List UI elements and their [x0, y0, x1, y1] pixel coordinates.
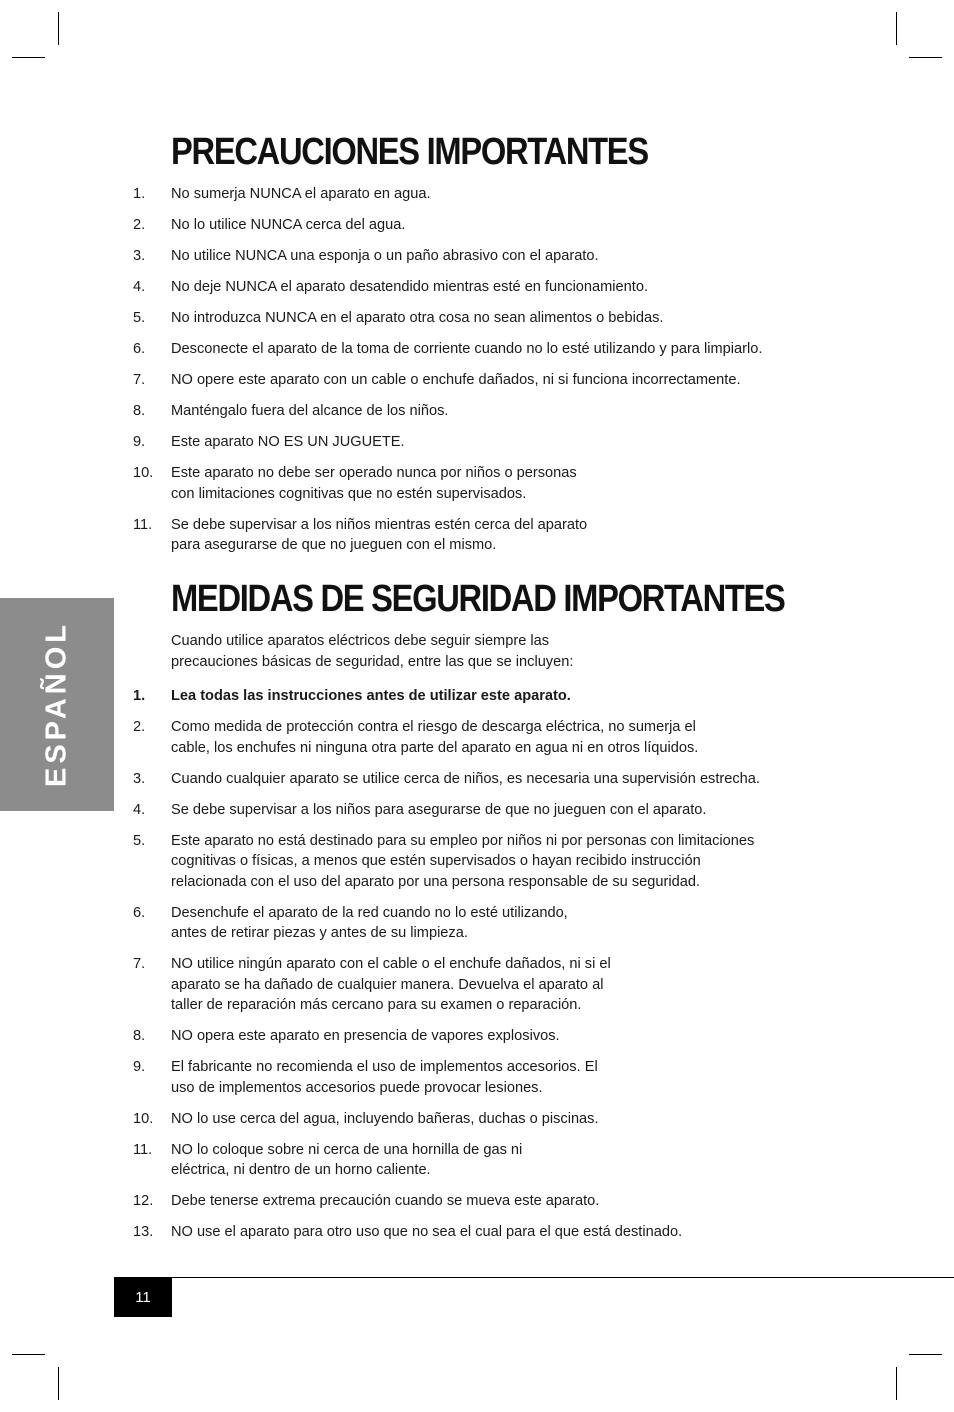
list-item-text: Desconecte el aparato de la toma de corriente cuando no lo esté utilizando y para limpiarlo. [171, 341, 763, 357]
list-item-text: NO opera este aparato en presencia de vapores explosivos. [171, 1028, 560, 1044]
list-item-text: Este aparato no está destinado para su empleo por niños ni por personas con limitaciones cognitivas o físicas, a menos que estén supervisados o hayan recibido instrucción relacionada con el uso del aparato por una persona responsable de su seguridad. [171, 832, 755, 890]
list-item-number: 8. [133, 403, 146, 419]
list-item-text: No lo utilice NUNCA cerca del agua. [171, 217, 406, 233]
list-item-text: Como medida de protección contra el riesgo de descarga eléctrica, no sumerja el cable, los enchufes ni ninguna otra parte del aparato en agua ni en otros líquidos. [171, 719, 699, 756]
list-item [133, 831, 833, 893]
list-item [133, 515, 833, 556]
list-item-text: No introduzca NUNCA en el aparato otra cosa no sean alimentos o bebidas. [171, 310, 664, 326]
precautions-list [133, 184, 833, 566]
list-item-number: 12. [133, 1193, 154, 1209]
language-tab [0, 598, 114, 811]
list-item-text: Debe tenerse extrema precaución cuando se mueva este aparato. [171, 1193, 600, 1209]
list-item [133, 215, 833, 236]
list-item [133, 1026, 833, 1047]
list-item-text: Manténgalo fuera del alcance de los niños. [171, 403, 449, 419]
list-item-text: NO utilice ningún aparato con el cable o el enchufe dañados, ni si el aparato se ha dañado de cualquier manera. Devuelva el aparato al taller de reparación más cercano para su examen o reparación. [171, 956, 611, 1013]
list-item [133, 339, 833, 360]
page-number-label: 11 [135, 1288, 151, 1306]
crop-mark [58, 12, 59, 45]
list-item [133, 401, 833, 422]
list-item-number: 4. [133, 279, 146, 295]
list-item-number: 6. [133, 341, 146, 357]
section-intro: Cuando utilice aparatos eléctricos debe seguir siempre las precauciones básicas de seguridad, entre las que se incluyen: [171, 633, 574, 670]
list-item [133, 1109, 833, 1130]
list-item [133, 1057, 833, 1098]
list-item [133, 717, 833, 758]
list-item-number: 2. [133, 719, 146, 735]
list-item [133, 246, 833, 267]
list-item-text: No utilice NUNCA una esponja o un paño abrasivo con el aparato. [171, 248, 599, 264]
crop-mark [909, 1354, 942, 1355]
list-item-text: Desenchufe el aparato de la red cuando no lo esté utilizando, antes de retirar piezas y antes de su limpieza. [171, 904, 568, 941]
list-item-text: Se debe supervisar a los niños para asegurarse de que no jueguen con el aparato. [171, 801, 707, 818]
list-item-number: 7. [133, 372, 146, 388]
safety-measures-list [133, 686, 833, 1253]
list-item-number: 13. [133, 1224, 154, 1240]
section-title-precauciones: PRECAUCIONES IMPORTANTES [171, 131, 648, 173]
list-item [133, 432, 833, 453]
list-item-text: Este aparato NO ES UN JUGUETE. [171, 434, 405, 450]
list-item [133, 277, 833, 298]
crop-mark [896, 12, 897, 45]
list-item-number: 11. [133, 1141, 153, 1158]
list-item-text: Lea todas las instrucciones antes de utilizar este aparato. [171, 688, 571, 704]
list-item-number: 1. [133, 688, 146, 704]
crop-mark [12, 1354, 45, 1355]
crop-mark [58, 1367, 59, 1400]
list-item-number: 5. [133, 832, 146, 849]
crop-mark [896, 1367, 897, 1400]
list-item-number: 6. [133, 904, 146, 921]
list-item-text: No sumerja NUNCA el aparato en agua. [171, 186, 431, 202]
list-item [133, 954, 833, 1016]
list-item-number: 10. [133, 1110, 154, 1127]
list-item-number: 1. [133, 186, 146, 202]
crop-mark [909, 57, 942, 58]
list-item-number: 2. [133, 217, 146, 233]
list-item-text: NO opere este aparato con un cable o enchufe dañados, ni si funciona incorrectamente. [171, 372, 741, 388]
list-item-text: NO lo coloque sobre ni cerca de una hornilla de gas ni eléctrica, ni dentro de un horno caliente. [171, 1141, 523, 1178]
footer-rule [114, 1277, 954, 1278]
list-item [133, 769, 833, 790]
list-item-number: 7. [133, 956, 146, 972]
list-item-number: 8. [133, 1028, 146, 1044]
list-item-number: 4. [133, 801, 146, 818]
crop-mark [12, 57, 45, 58]
list-item [133, 184, 833, 205]
list-item-text: No deje NUNCA el aparato desatendido mientras esté en funcionamiento. [171, 279, 649, 295]
list-item-text: Este aparato no debe ser operado nunca por niños o personas con limitaciones cognitivas que no estén supervisados. [171, 465, 577, 502]
list-item-number: 10. [133, 465, 154, 481]
list-item-text: NO use el aparato para otro uso que no sea el cual para el que está destinado. [171, 1224, 683, 1240]
list-item-number: 11. [133, 516, 153, 533]
list-item [133, 308, 833, 329]
list-item-number: 9. [133, 1059, 146, 1075]
list-item-number: 3. [133, 248, 146, 264]
page-number [114, 1277, 172, 1317]
list-item [133, 1140, 833, 1181]
list-item [133, 1222, 833, 1243]
list-item-text: NO lo use cerca del agua, incluyendo bañeras, duchas o piscinas. [171, 1110, 599, 1127]
list-item [133, 1191, 833, 1212]
list-item-number: 9. [133, 434, 146, 450]
list-item [133, 686, 833, 707]
list-item [133, 800, 833, 821]
list-item-text: El fabricante no recomienda el uso de implementos accesorios. El uso de implementos accesorios puede provocar lesiones. [171, 1059, 598, 1096]
language-tab-label: ESPAÑOL [40, 620, 73, 788]
section-title-medidas: MEDIDAS DE SEGURIDAD IMPORTANTES [171, 578, 785, 620]
list-item-text: Se debe supervisar a los niños mientras estén cerca del aparato para asegurarse de que no jueguen con el mismo. [171, 516, 588, 553]
list-item-text: Cuando cualquier aparato se utilice cerca de niños, es necesaria una supervisión estrecha. [171, 770, 760, 787]
list-item [133, 370, 833, 391]
list-item-number: 5. [133, 310, 146, 326]
list-item-number: 3. [133, 770, 146, 787]
list-item [133, 463, 833, 504]
list-item [133, 903, 833, 944]
